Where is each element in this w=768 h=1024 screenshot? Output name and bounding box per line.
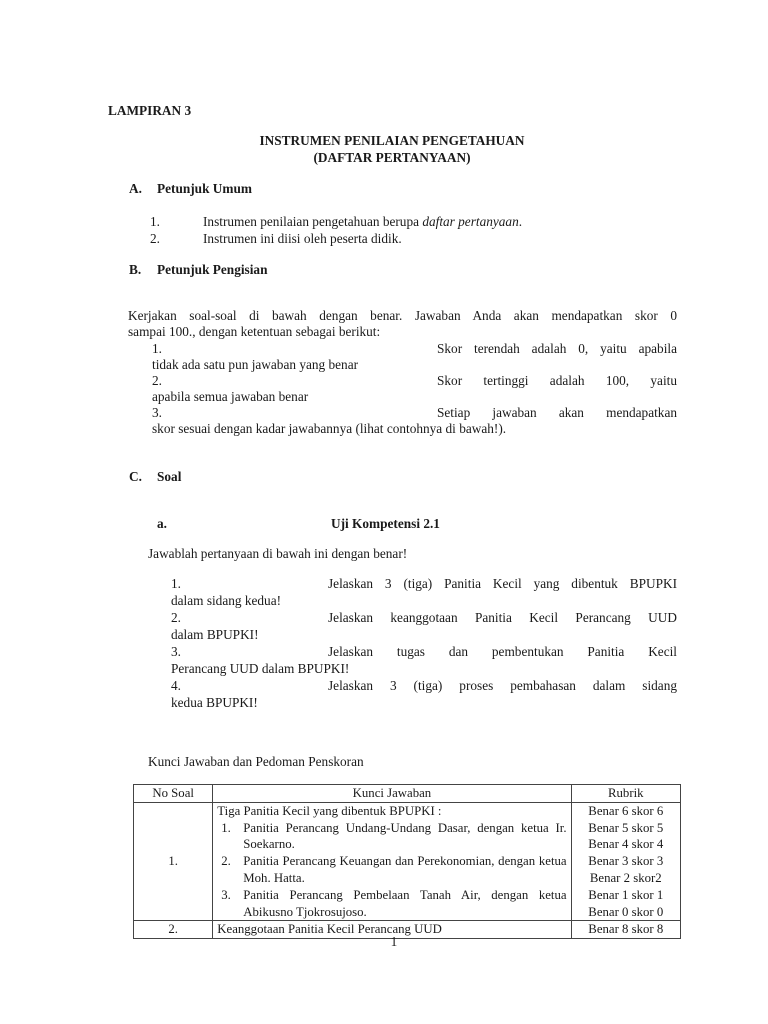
section-b-title: Petunjuk Pengisian [157, 262, 268, 277]
table-row [134, 802, 681, 921]
row-1-points [217, 820, 566, 921]
question-4-line2: kedua BPUPKI! [171, 695, 258, 710]
rubric-line: Benar 6 skor 6 [588, 803, 664, 818]
rubric-line: Benar 2 skor2 [589, 870, 662, 885]
question-1-line2: dalam sidang kedua! [171, 593, 282, 608]
subsection-letter: a. [157, 516, 167, 531]
question-2-line2: dalam BPUPKI! [171, 627, 259, 642]
section-b-item-3-num: 3. [152, 405, 162, 420]
section-b-item-3-line2: skor sesuai dengan kadar jawabannya (lihat contohnya di bawah!). [152, 421, 507, 436]
rubric-line: Benar 0 skor 0 [588, 904, 664, 919]
list-item: 1. Panitia Perancang Undang-Undang Dasar, dengan ketua Ir. Soekarno. [221, 820, 567, 852]
section-b-intro-line1: Kerjakan soal-soal di bawah dengan benar. Jawaban Anda akan mendapatkan skor 0 [128, 308, 677, 323]
rubric-line: Benar 4 skor 4 [588, 837, 664, 852]
section-a-item-1-text: Instrumen penilaian pengetahuan berupa daftar pertanyaan. [203, 214, 523, 229]
answer-key-title: Kunci Jawaban dan Pedoman Penskoran [148, 754, 364, 769]
row-2-answer: Keanggotaan Panitia Kecil Perancang UUD [213, 921, 571, 939]
section-c-letter: C. [129, 469, 142, 484]
section-a-title: Petunjuk Umum [157, 181, 252, 196]
section-b-item-3-line1: Setiap jawaban akan mendapatkan [437, 405, 677, 420]
rubric-line: Benar 5 skor 5 [588, 820, 664, 835]
rubric-line: Benar 3 skor 3 [588, 854, 664, 869]
question-2-num: 2. [171, 610, 181, 625]
question-4-line1: Jelaskan 3 (tiga) proses pembahasan dalam sidang [328, 678, 677, 693]
question-1-line1: Jelaskan 3 (tiga) Panitia Kecil yang dibentuk BPUPKI [328, 576, 677, 591]
question-4-num: 4. [171, 678, 181, 693]
subsection-title: Uji Kompetensi 2.1 [331, 516, 440, 531]
section-a-item-1-num: 1. [150, 214, 160, 229]
table-header-row [134, 785, 681, 803]
question-3-line2: Perancang UUD dalam BPUPKI! [171, 661, 350, 676]
section-a-item-2-num: 2. [150, 231, 160, 246]
header-kunci-jawaban: Kunci Jawaban [213, 785, 571, 803]
question-1-num: 1. [171, 576, 181, 591]
section-a-item-2-text: Instrumen ini diisi oleh peserta didik. [203, 231, 402, 246]
section-b-intro-line2: sampai 100., dengan ketentuan sebagai berikut: [128, 324, 381, 339]
section-b-item-2-num: 2. [152, 373, 162, 388]
section-b-letter: B. [129, 262, 142, 277]
page-number: 1 [390, 934, 398, 949]
document-subtitle: (DAFTAR PERTANYAAN) [313, 150, 471, 165]
question-3-line1: Jelaskan tugas dan pembentukan Panitia Kecil [328, 644, 677, 659]
section-c-title: Soal [157, 469, 182, 484]
question-2-line1: Jelaskan keanggotaan Panitia Kecil Perancang UUD [328, 610, 677, 625]
section-b-item-1-num: 1. [152, 341, 162, 356]
header-no-soal: No Soal [134, 785, 213, 803]
header-rubrik: Rubrik [571, 785, 680, 803]
section-b-item-1-line1: Skor terendah adalah 0, yaitu apabila [437, 341, 677, 356]
instruction-text: Jawablah pertanyaan di bawah ini dengan benar! [148, 546, 408, 561]
appendix-label: LAMPIRAN 3 [108, 103, 192, 118]
section-b-item-2-line2: apabila semua jawaban benar [152, 389, 309, 404]
row-2-no: 2. [134, 921, 213, 939]
section-b-item-1-line2: tidak ada satu pun jawaban yang benar [152, 357, 359, 372]
list-item: 2. Panitia Perancang Keuangan dan Perekonomian, dengan ketua Moh. Hatta. [221, 854, 567, 885]
document-title: INSTRUMEN PENILAIAN PENGETAHUAN [259, 133, 525, 148]
section-a-letter: A. [129, 181, 142, 196]
question-3-num: 3. [171, 644, 181, 659]
rubric-line: Benar 1 skor 1 [588, 887, 664, 902]
list-item: 3. Panitia Perancang Pembelaan Tanah Air, dengan ketua Abikusno Tjokrosujoso. [221, 887, 567, 919]
row-1-no: 1. [134, 802, 213, 921]
row-2-rubric: Benar 8 skor 8 [571, 921, 680, 939]
row-1-answer [213, 802, 571, 921]
section-b-item-2-line1: Skor tertinggi adalah 100, yaitu [437, 373, 677, 388]
row-1-rubric [571, 802, 680, 921]
answer-key-table [133, 784, 681, 939]
row-1-lead: Tiga Panitia Kecil yang dibentuk BPUPKI : [217, 803, 442, 818]
